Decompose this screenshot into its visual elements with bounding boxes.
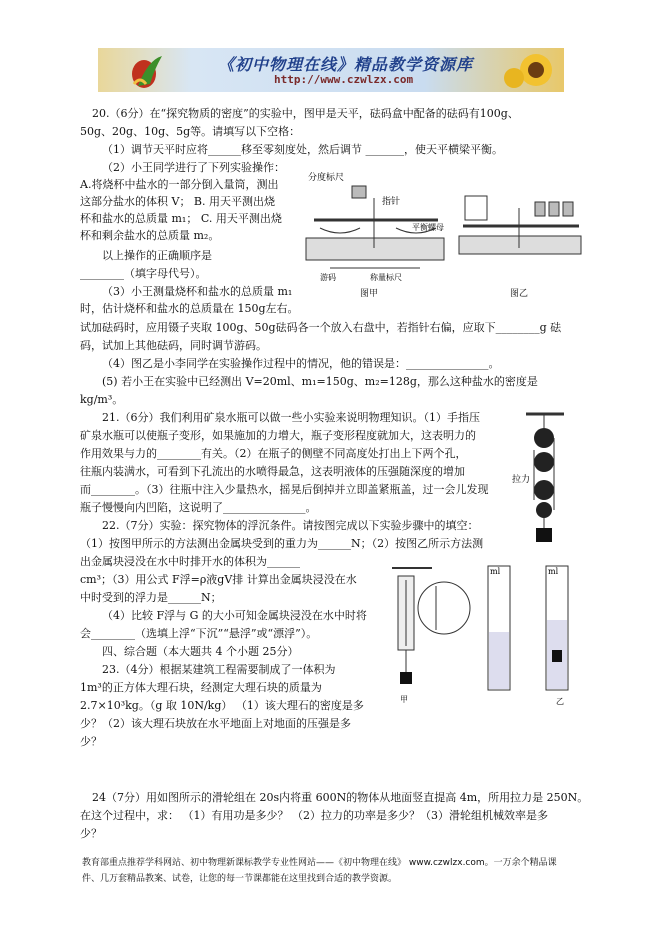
q23-line: 1m³的正方体大理石块，经测定大理石块的质量为 xyxy=(80,681,322,694)
q20-line: 试加砝码时，应用镊子夹取 100g、50g砝码各一个放入右盘中，若指针右偏，应取下________g 砝 xyxy=(80,321,562,334)
q20-line: （1）调节天平时应将______移至零刻度处，然后调节 _______，使天平横梁平衡。 xyxy=(102,143,503,156)
q22-line: （4）比较 F浮与 G 的大小可知金属块浸没在水中时将 xyxy=(102,609,367,622)
q20-line: 这部分盐水的体积 V； B. 用天平测出烧 xyxy=(80,195,276,208)
q21-line: 往瓶内装满水，可看到下孔流出的水喷得最急，这表明液体的压强随深度的增加 xyxy=(80,465,465,478)
fig-label: 游码 xyxy=(320,273,336,282)
q22-line: 中时受到的浮力是______N； xyxy=(80,591,222,604)
logo-icon xyxy=(128,50,168,90)
q20-line: 杯和盐水的总质量 m₁； C. 用天平测出烧 xyxy=(80,212,282,225)
q20-line: （2）小王同学进行了下列实验操作： xyxy=(102,161,285,174)
q21-line: 21.（6分）我们利用矿泉水瓶可以做一些小实验来说明物理知识。（1）手指压 xyxy=(102,411,480,424)
q20-line: （3）小王测量烧杯和盐水的总质量 m₁ xyxy=(102,285,293,298)
footer-line: 件、几万套精品教案、试卷，让您的每一节课都能在这里找到合适的教学资源。 xyxy=(82,874,398,884)
figure-caption: 图甲 xyxy=(360,289,379,299)
q24-line: 在这个过程中，求： （1）有用功是多少？ （2）拉力的功率是多少？（3）滑轮组机械效率是多 xyxy=(80,809,548,822)
q20-line: 20.（6分）在“探究物质的密度”的实验中，图甲是天平，砝码盒中配备的砝码有100g、 xyxy=(92,107,519,120)
q20-line: A.将烧杯中盐水的一部分倒入量筒，测出 xyxy=(80,178,279,191)
fig-label: 指针 xyxy=(382,197,401,207)
q22-line: 22.（7分）实验：探究物体的浮沉条件。请按图完成以下实验步骤中的填空： xyxy=(102,519,479,532)
q23-line: 少？（2）该大理石块放在水平地面上对地面的压强是多 xyxy=(80,717,351,730)
q22-line: cm³；（3）用公式 F浮=ρ液gV排 计算出金属块浸没在水 xyxy=(80,573,357,586)
q21-line: 而________。（3）往瓶中注入少量热水，摇晃后倒掉并立即盖紧瓶盖，过一会儿发现 xyxy=(80,483,489,496)
pulley-figure xyxy=(512,410,572,548)
q22-line: 会________（选填上浮“下沉”“悬浮”或“漂浮”）。 xyxy=(80,627,318,640)
q22-line: 出金属块浸没在水中时排开水的体积为______ xyxy=(80,555,300,568)
q20-line: ________（填字母代号）。 xyxy=(80,267,207,280)
q23-line: 2.7×10³kg。（g 取 10N/kg） （1）该大理石的密度是多 xyxy=(80,699,364,712)
q20-line: 杯和剩余盐水的总质量 m₂。 xyxy=(80,229,220,242)
q21-line: 瓶子慢慢向内凹陷，这说明了_______________。 xyxy=(80,501,317,514)
site-banner xyxy=(98,48,564,92)
q21-line: 矿泉水瓶可以使瓶子变形，如果施加的力增大，瓶子变形程度就加大，这表明力的 xyxy=(80,429,476,442)
banner-url[interactable]: http://www.czwlzx.com xyxy=(274,73,414,86)
cylinder-label: ml xyxy=(548,567,559,576)
q20-line: (5) 若小王在实验中已经测出 V=20ml、m₁=150g、m₂=128g，那么这种盐水的密度是 xyxy=(102,375,538,388)
fig-label: 分度标尺 xyxy=(308,173,345,183)
q20-line: 时，估计烧杯和盐水的总质量在 150g左右。 xyxy=(80,302,299,315)
q20-line: 码，试加上其他砝码，同时调节游码。 xyxy=(80,339,267,352)
q23-line: 少？ xyxy=(80,735,102,748)
sunflower-icon xyxy=(504,48,564,92)
q24-line: 24（7分）用如图所示的滑轮组在 20s内将重 600N的物体从地面竖直提高 4m，所用拉力是 250N。 xyxy=(92,791,589,804)
figure-caption: 图乙 xyxy=(510,289,529,299)
q20-line: （4）图乙是小李同学在实验操作过程中的情况，他的错误是：_______________。 xyxy=(102,357,500,370)
pulley-label: 拉力 xyxy=(512,475,531,485)
footer-line: 教育部重点推荐学科网站、初中物理新课标教学专业性网站——《初中物理在线》 www.czwlzx.com。一万余个精品课 xyxy=(82,858,557,868)
figure-caption: 甲 xyxy=(400,695,408,704)
q20-line: 以上操作的正确顺序是 xyxy=(102,249,212,262)
float-experiment-figure xyxy=(376,562,588,710)
fig-label: 称量标尺 xyxy=(370,273,402,282)
fig-label: 平衡螺母 xyxy=(412,223,444,232)
balance-figure-b xyxy=(455,188,585,283)
q24-line: 少？ xyxy=(80,827,102,840)
banner-title: 《初中物理在线》精品教学资源库 xyxy=(218,55,474,74)
balance-figure-a xyxy=(300,168,448,288)
section-heading: 四、综合题（本大题共 4 个小题 25分） xyxy=(102,645,299,658)
figure-caption: 乙 xyxy=(556,697,564,706)
q20-line: kg/m³。 xyxy=(80,393,124,406)
q21-line: 作用效果与力的________有关。（2）在瓶子的侧壁不同高度处打出上下两个孔， xyxy=(80,447,467,460)
cylinder-label: ml xyxy=(490,567,501,576)
q20-line: 50g、20g、10g、5g等。请填写以下空格： xyxy=(80,125,301,138)
q23-line: 23.（4分）根据某建筑工程需要制成了一体积为 xyxy=(102,663,336,676)
q22-line: （1）按图甲所示的方法测出金属块受到的重力为______N；（2）按图乙所示方法测 xyxy=(80,537,484,550)
